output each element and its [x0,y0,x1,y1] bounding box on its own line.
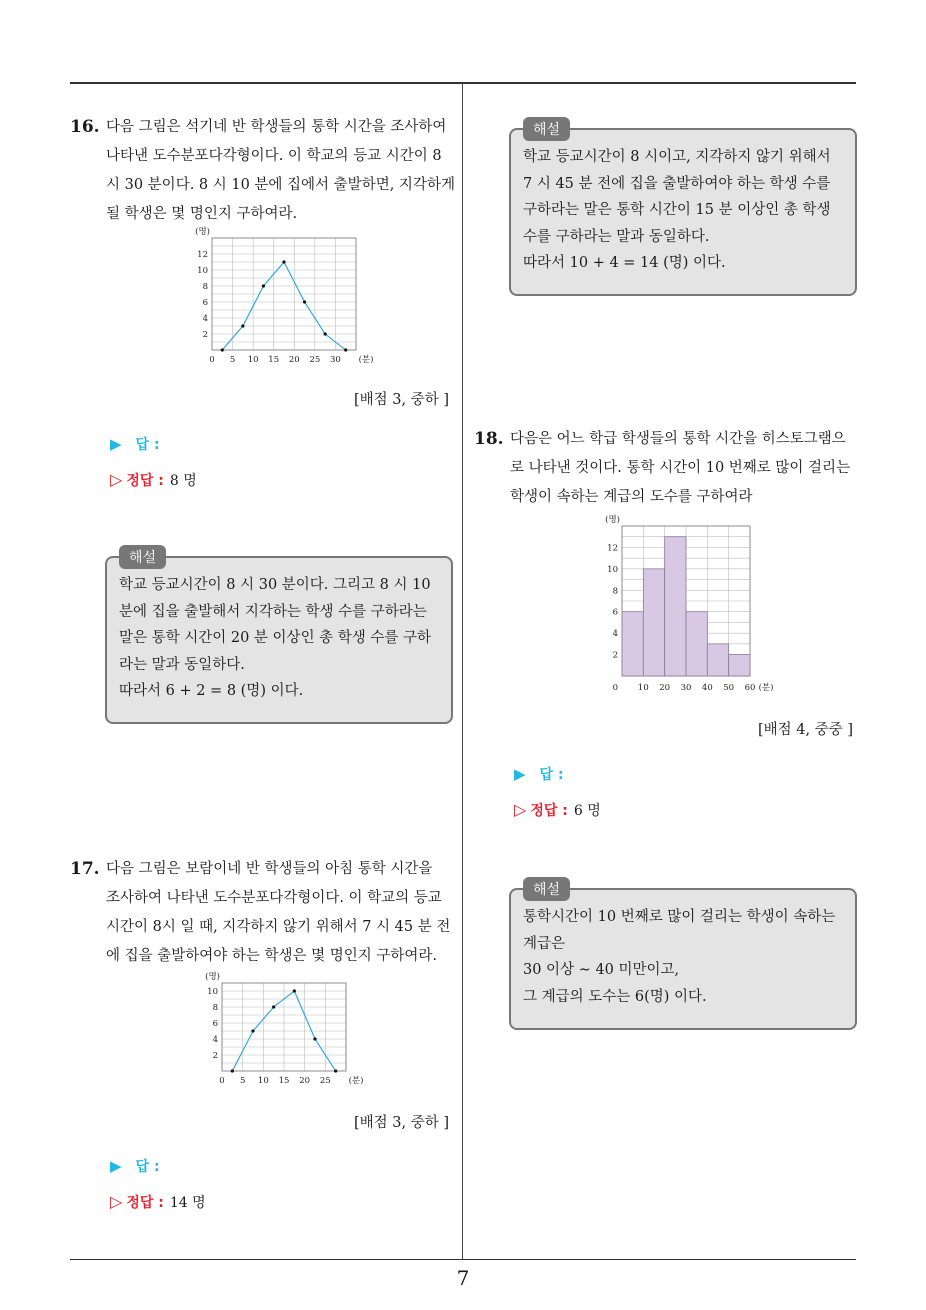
correct-label: 정답 : [126,1195,164,1211]
x-tick-label: 10 [257,1076,269,1086]
correct-label: 정답 : [126,473,164,489]
histogram-chart-18 [598,515,774,698]
question-line: 학생이 속하는 계급의 도수를 구하여라 [510,489,753,505]
data-point [231,1069,234,1072]
explanation-line: 계급은 [523,935,566,952]
score-17: [배점 3, 중하 ] [354,1115,450,1131]
y-tick-label: 10 [197,266,208,276]
answer-label: 답 : [135,437,160,453]
explanation-line: 말은 통학 시간이 20 분 이상인 총 학생 수를 구하 [119,630,432,646]
x-tick-label: 30 [680,683,692,693]
explanation-line: 30 이상 ∼ 40 미만이고, [523,962,680,978]
answer-row-16 [110,434,160,454]
data-point [221,348,224,351]
x-tick-label: 5 [229,355,236,365]
frequency-polygon-chart-16 [190,228,380,370]
data-point [303,300,306,303]
question-18 [474,425,864,512]
explanation-line: 따라서 10 + 4 = 14 (명) 이다. [523,255,726,271]
x-tick-label: 25 [309,355,321,365]
explanation-line: 그 계급의 도수는 6(명) 이다. [523,988,707,1005]
y-tick-label: 4 [202,314,208,324]
question-line: 시 30 분이다. 8 시 10 분에 집에서 출발하면, 지각하게 [106,177,455,193]
question-line: 될 학생은 몇 명인지 구하여라. [106,206,298,222]
data-point [313,1037,316,1040]
y-tick-label: 8 [612,586,618,597]
histogram-bar [665,537,686,676]
data-point [324,332,327,335]
y-tick-label: 12 [197,250,208,260]
question-line: 다음은 어느 학급 학생들의 통학 시간을 히스토그램으 [510,431,846,447]
question-text [510,425,864,512]
histogram-bar [622,612,643,676]
play-triangle-icon: ▶ [514,765,526,783]
question-text [106,113,460,229]
explanation-line: 학교 등교시간이 8 시 30 분이다. 그리고 8 시 10 [119,577,431,593]
data-point [293,989,296,992]
y-tick-label: 12 [607,543,618,554]
x-tick-label: 50 [723,683,735,693]
y-tick-label: 10 [207,987,218,997]
histogram-bar [729,655,750,676]
x-tick-label: 25 [319,1076,331,1086]
bottom-rule [70,1259,856,1260]
series-line [222,262,345,350]
x-tick-label: 0 [219,1076,225,1086]
play-triangle-icon: ▶ [110,435,122,453]
data-point [241,324,244,327]
y-tick-label: 10 [607,564,618,575]
x-tick-label: 0 [209,355,215,365]
x-tick-label: 20 [288,355,300,365]
question-line: 나타낸 도수분포다각형이다. 이 학교의 등교 시간이 8 [106,148,442,164]
y-axis-label: (명) [195,227,210,237]
data-point [334,1069,337,1072]
explanation-tag: 해설 [523,117,570,141]
histogram-bar [643,569,664,676]
data-point [282,260,285,263]
y-tick-label: 2 [612,650,618,661]
correct-answer-16 [110,470,197,490]
play-triangle-icon: ▶ [110,1157,122,1175]
correct-answer-17 [110,1192,206,1212]
data-point [272,1005,275,1008]
question-16 [70,113,460,229]
histogram-bar [707,644,728,676]
x-axis-label: (분) [758,683,774,693]
column-divider [462,84,463,1259]
x-tick-label: 5 [239,1076,246,1086]
explanation-tag: 해설 [119,545,166,569]
explanation-line: 학교 등교시간이 8 시이고, 지각하지 않기 위해서 [523,149,831,165]
x-tick-label: 60 [744,683,756,693]
question-line: 로 나타낸 것이다. 통학 시간이 10 번째로 많이 걸리는 [510,460,851,476]
histogram-bar [686,612,707,676]
x-tick-label: 10 [247,355,259,365]
x-tick-label: 15 [278,1076,290,1086]
answer-label: 답 : [135,1159,160,1175]
explanation-box-17 [509,128,857,296]
question-number: 18. [474,429,504,449]
page-number: 7 [456,1266,470,1290]
score-18: [배점 4, 중중 ] [758,722,854,738]
x-tick-label: 40 [701,683,713,693]
question-number: 16. [70,117,100,137]
y-tick-label: 6 [202,298,208,308]
outline-triangle-icon: ▷ [110,470,123,489]
y-tick-label: 8 [202,282,208,292]
correct-value: 6 명 [573,803,601,819]
question-text [106,855,460,971]
x-tick-label: 10 [637,683,649,693]
question-number: 17. [70,859,100,879]
y-tick-label: 2 [202,330,208,340]
y-tick-label: 4 [612,629,618,640]
x-tick-label: 20 [299,1076,311,1086]
outline-triangle-icon: ▷ [110,1192,123,1211]
origin-label: 0 [612,683,618,693]
correct-answer-18 [514,800,601,820]
question-line: 다음 그림은 석기네 반 학생들의 통학 시간을 조사하여 [106,119,447,135]
x-axis-label: (분) [348,1076,364,1086]
score-16: [배점 3, 중하 ] [354,392,450,408]
explanation-line: 구하라는 말은 통학 시간이 15 분 이상인 총 학생 [523,202,831,218]
answer-label: 답 : [539,767,564,783]
question-line: 다음 그림은 보람이네 반 학생들의 아침 통학 시간을 [106,861,433,877]
correct-value: 14 명 [169,1195,206,1211]
question-line: 시간이 8시 일 때, 지각하지 않기 위해서 7 시 45 분 전 [106,919,451,935]
explanation-tag: 해설 [523,877,570,901]
y-axis-label: (명) [205,972,220,982]
explanation-line: 통학시간이 10 번째로 많이 걸리는 학생이 속하는 [523,909,836,925]
top-rule [70,82,856,84]
explanation-box-16 [105,556,453,724]
x-axis-label: (분) [358,355,374,365]
question-line: 조사하여 나타낸 도수분포다각형이다. 이 학교의 등교 [106,890,442,906]
outline-triangle-icon: ▷ [514,800,527,819]
y-tick-label: 8 [212,1003,218,1013]
data-point [344,348,347,351]
explanation-line: 따라서 6 + 2 = 8 (명) 이다. [119,683,304,699]
question-line: 에 집을 출발하여야 하는 학생은 몇 명인지 구하여라. [106,948,438,964]
y-tick-label: 4 [212,1035,218,1045]
explanation-box-18 [509,888,857,1030]
x-tick-label: 30 [330,355,341,365]
data-point [251,1029,254,1032]
answer-row-18 [514,764,564,784]
correct-label: 정답 : [530,803,568,819]
explanation-line: 라는 말과 동일하다. [119,656,245,673]
frequency-polygon-chart-17 [200,973,370,1091]
explanation-line: 수를 구하라는 말과 동일하다. [523,228,710,245]
answer-row-17 [110,1156,160,1176]
y-tick-label: 6 [612,607,618,618]
x-tick-label: 15 [268,355,280,365]
explanation-line: 7 시 45 분 전에 집을 출발하여야 하는 학생 수를 [523,175,831,192]
y-tick-label: 2 [212,1051,218,1061]
y-tick-label: 6 [212,1019,218,1029]
correct-value: 8 명 [169,473,197,489]
question-17 [70,855,460,971]
x-tick-label: 20 [659,683,671,693]
explanation-line: 분에 집을 출발해서 지각하는 학생 수를 구하라는 [119,603,427,620]
data-point [262,284,265,287]
y-axis-label: (명) [605,515,620,525]
